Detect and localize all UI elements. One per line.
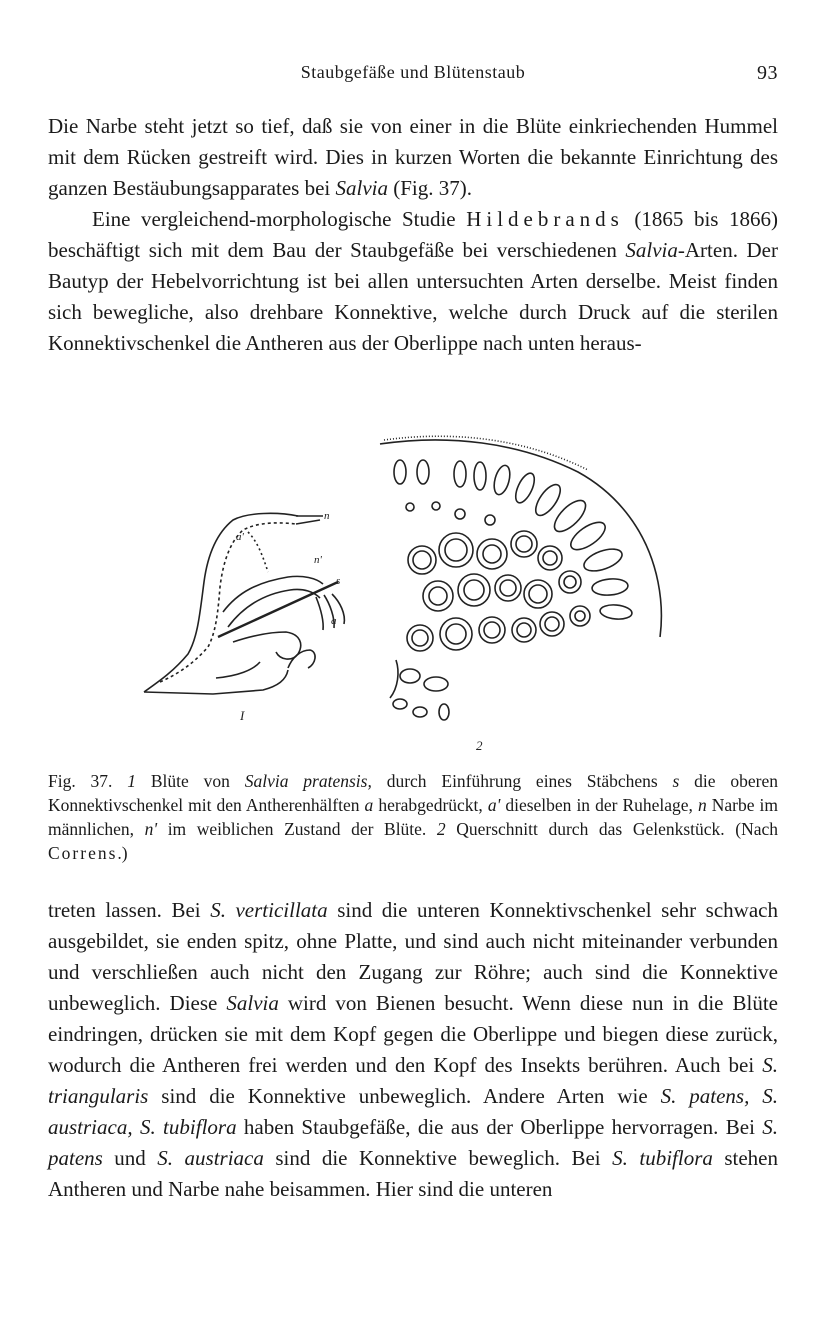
caption-text: die oberen Konnektivschenkel mit den Antherenhälften	[48, 771, 778, 815]
caption-text: Querschnitt durch das Gelenkstück. (Nach	[445, 819, 779, 839]
caption-species: Salvia pratensis,	[244, 771, 372, 791]
caption-part-number: 2	[436, 819, 446, 839]
genus-name: Salvia	[226, 991, 279, 1015]
cross-section-drawing	[380, 436, 661, 720]
text-run: stehen Antheren und Narbe nahe beisammen. Hier sind die unteren	[48, 1146, 779, 1201]
author-name: Hildebrands	[466, 207, 624, 231]
running-title: Staubgefäße und Blütenstaub	[300, 62, 526, 82]
text-run	[749, 1084, 762, 1108]
label-figure-2: 2	[476, 738, 483, 753]
caption-symbol: a	[364, 795, 374, 815]
caption-text: durch Einführung eines Stäbchens	[371, 771, 673, 791]
caption-text: im weiblichen Zustand der Blüte.	[157, 819, 437, 839]
label-n: n	[324, 510, 330, 522]
label-a-prime: a'	[236, 531, 244, 543]
paragraph-2	[48, 204, 778, 359]
running-head	[48, 62, 778, 92]
caption-text: dieselben in der Ruhelage,	[500, 795, 698, 815]
text-run: wird von Bienen besucht. Wenn diese nun in die Blüte eindringen, drücken sie mit dem Kopf gegen die Oberlippe und biegen diese zurück, wodurch die Antheren frei werden und den Kopf des Insekts berühren. Auch bei	[48, 991, 778, 1077]
flower-drawing	[144, 513, 344, 694]
species-name: S. tubiflora	[612, 1146, 713, 1170]
caption-part-number: 1	[127, 771, 137, 791]
species-name: S. triangularis	[48, 1053, 778, 1108]
body-text-bottom	[48, 895, 778, 1205]
paragraph-3	[48, 895, 778, 1205]
species-name: S. verticillata	[210, 898, 328, 922]
paragraph-1	[48, 111, 778, 204]
caption-symbol: n'	[144, 819, 158, 839]
text-run: (1865 bis 1866) beschäftigt sich mit dem Bau der Staubgefäße bei verschiedenen	[48, 207, 778, 262]
page-number: 93	[757, 62, 778, 84]
caption-figure-number: Fig. 37.	[48, 771, 128, 791]
caption-symbol: n	[697, 795, 707, 815]
species-name: S. patens,	[660, 1084, 750, 1108]
genus-name: Salvia	[625, 238, 678, 262]
species-name: S. austriaca,	[48, 1084, 779, 1139]
text-run: und	[102, 1146, 158, 1170]
species-name: S. austriaca	[157, 1146, 264, 1170]
label-n-prime: n'	[314, 554, 322, 566]
text-run: sind die Konnektive unbeweglich. Andere Arten wie	[148, 1084, 661, 1108]
text-run: treten lassen. Bei	[48, 898, 211, 922]
text-run: sind die Konnektive beweglich. Bei	[263, 1146, 613, 1170]
text-run: sind die unteren Konnektivschenkel sehr schwach ausgebildet, sie enden spitz, ohne Platte, und sind auch nicht miteinander verbunden und verschließen auch nicht den Zugang zur Röhre; auch sind die Konnektive unbeweglich. Diese	[48, 898, 778, 1015]
caption-text: Blüte von	[136, 771, 245, 791]
caption-text: .)	[117, 843, 128, 863]
text-run: Die Narbe steht jetzt so tief, daß sie von einer in die Blüte einkriechenden Hummel mit dem Rücken gestreift wird. Dies in kurzen Worten die bekannte Einrichtung des ganzen Bestäubungsapparates bei	[48, 114, 778, 200]
text-run: (Fig. 37).	[387, 176, 472, 200]
figure-37	[48, 432, 778, 762]
caption-text: Narbe im männlichen,	[48, 795, 778, 839]
species-name: S. patens	[48, 1115, 779, 1170]
genus-name: Salvia	[335, 176, 388, 200]
label-s: s	[336, 575, 341, 587]
caption-author: Correns	[48, 843, 118, 863]
text-run: Eine vergleichend-morphologische Studie	[92, 207, 467, 231]
text-run: haben Staubgefäße, die aus der Oberlippe hervorragen. Bei	[236, 1115, 763, 1139]
label-a: a	[331, 615, 337, 627]
caption-text: herabgedrückt,	[373, 795, 488, 815]
species-name: S. tubiflora	[139, 1115, 237, 1139]
caption-symbol: s	[672, 771, 680, 791]
label-figure-1: I	[240, 708, 245, 723]
caption-symbol: a'	[487, 795, 501, 815]
text-run: -Arten. Der Bautyp der Hebelvorrichtung ist bei allen untersuchten Arten derselbe. Meist finden sich bewegliche, also drehbare Konnektive, welche durch Druck auf die sterilen Konnektivschenkel die Antheren aus der Oberlippe nach unten heraus-	[48, 238, 778, 355]
text-run	[133, 1115, 140, 1139]
figure-caption	[48, 769, 778, 865]
body-text-top	[48, 111, 778, 359]
